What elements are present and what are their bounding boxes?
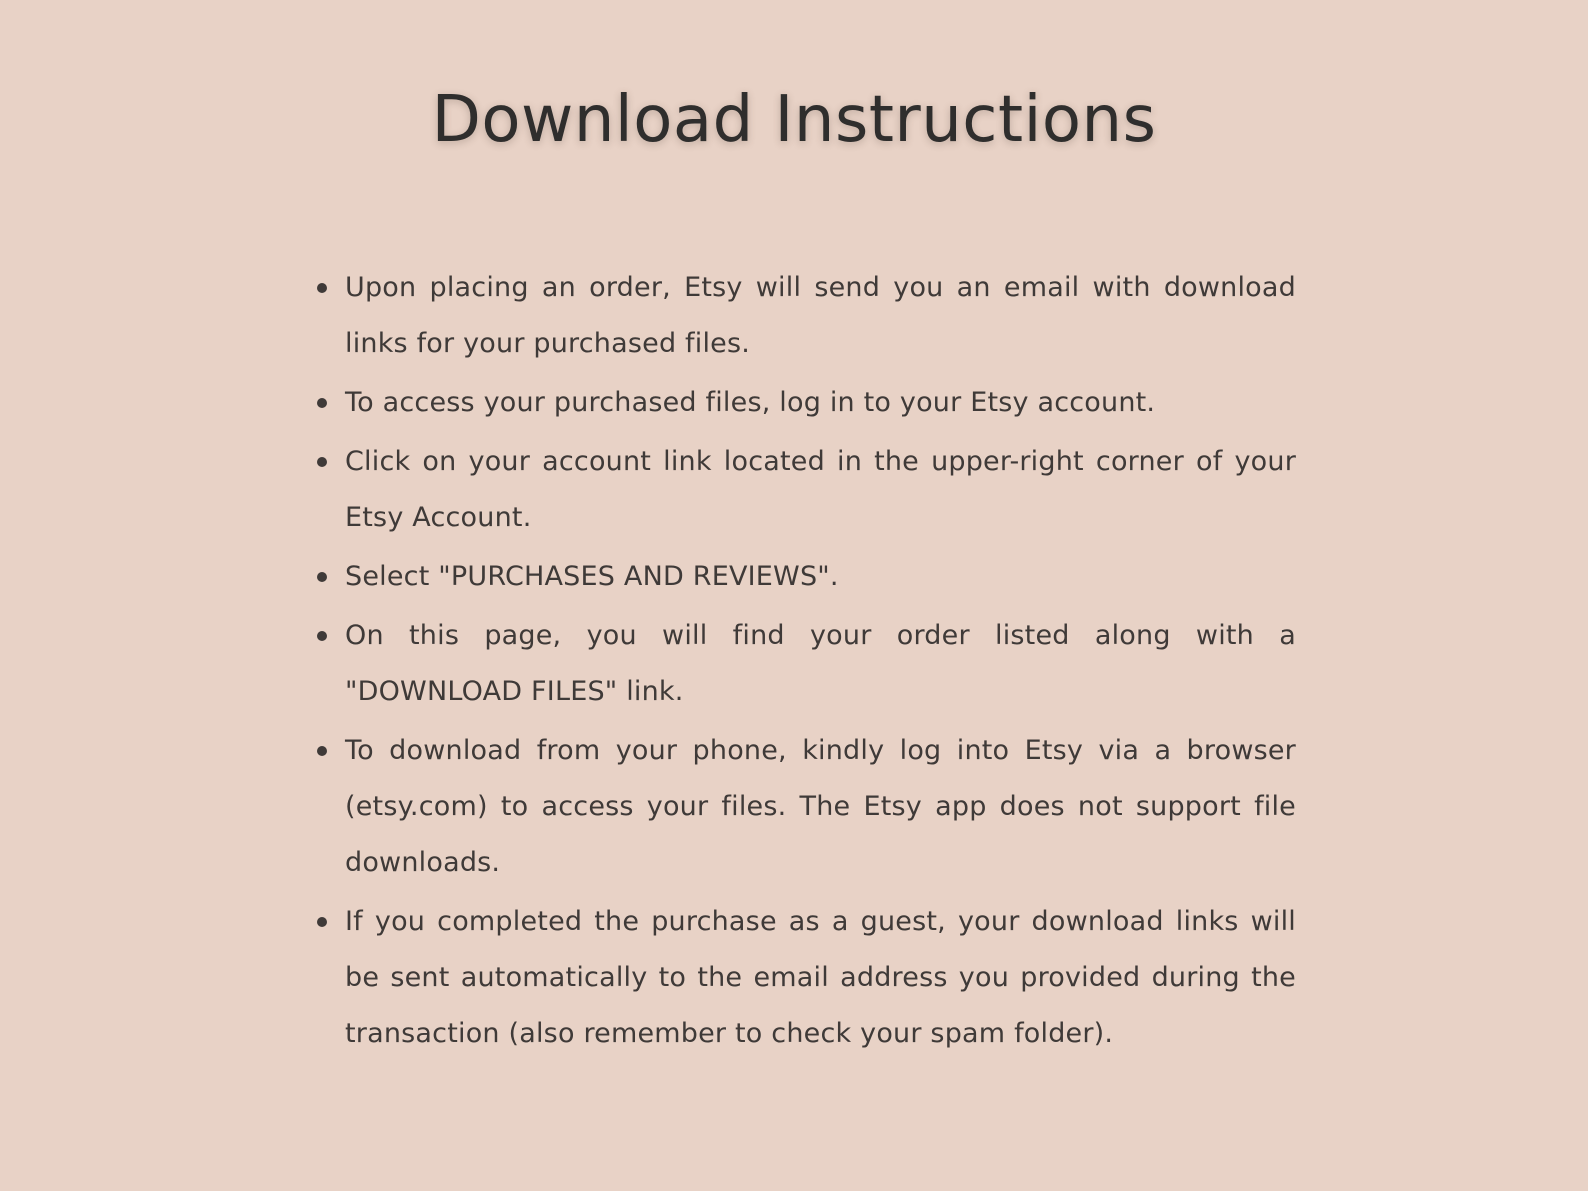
instruction-text: Upon placing an order, Etsy will send you an email with download links for your purchased files. (345, 272, 1296, 359)
bullet-dot-icon (317, 398, 327, 408)
instruction-text: To access your purchased files, log in to your Etsy account. (345, 387, 1156, 418)
instruction-item-4 (314, 549, 1296, 605)
instruction-item-2 (314, 375, 1296, 431)
bullet-dot-icon (317, 917, 327, 927)
bullet-dot-icon (317, 283, 327, 293)
instruction-text: To download from your phone, kindly log into Etsy via a browser (etsy.com) to access your files. The Etsy app does not support file downloads. (345, 735, 1296, 878)
instructions-list (314, 260, 1296, 1065)
bullet-dot-icon (317, 457, 327, 467)
instruction-text: On this page, you will find your order listed along with a "DOWNLOAD FILES" link. (345, 620, 1296, 707)
instruction-text: Click on your account link located in the upper-right corner of your Etsy Account. (345, 446, 1296, 533)
instruction-item-1 (314, 260, 1296, 372)
page-title: Download Instructions (431, 83, 1157, 157)
instruction-text: If you completed the purchase as a guest, your download links will be sent automatically to the email address you provided during the transaction (also remember to check your spam folder). (345, 906, 1296, 1049)
instruction-item-5 (314, 608, 1296, 720)
instruction-text: Select "PURCHASES AND REVIEWS". (345, 561, 839, 592)
instruction-item-6 (314, 723, 1296, 891)
bullet-dot-icon (317, 631, 327, 641)
instruction-item-3 (314, 434, 1296, 546)
instruction-item-7 (314, 894, 1296, 1062)
bullet-dot-icon (317, 572, 327, 582)
bullet-dot-icon (317, 746, 327, 756)
